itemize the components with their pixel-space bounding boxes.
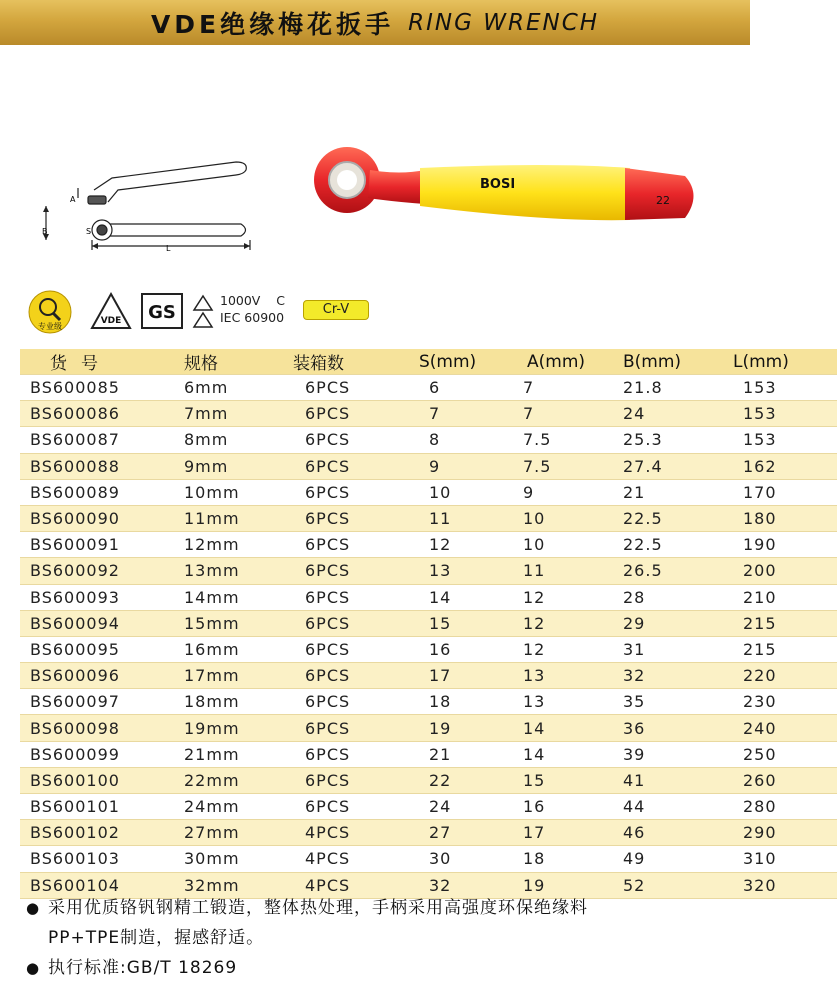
table-row bbox=[20, 820, 837, 846]
cell-b: 21.8 bbox=[611, 375, 717, 401]
cell-item: BS600092 bbox=[20, 558, 176, 584]
cell-s: 27 bbox=[401, 820, 509, 846]
cell-pack: 6PCS bbox=[293, 532, 401, 558]
dimension-s-label: S bbox=[86, 227, 92, 236]
cell-l: 153 bbox=[717, 401, 837, 427]
cell-a: 12 bbox=[509, 584, 611, 610]
cell-b: 36 bbox=[611, 715, 717, 741]
cell-l: 260 bbox=[717, 767, 837, 793]
cell-spec: 24mm bbox=[176, 794, 293, 820]
cell-a: 17 bbox=[509, 820, 611, 846]
cell-b: 22.5 bbox=[611, 505, 717, 531]
cell-spec: 15mm bbox=[176, 610, 293, 636]
cell-pack: 6PCS bbox=[293, 375, 401, 401]
cell-s: 32 bbox=[401, 872, 509, 898]
cell-a: 10 bbox=[509, 505, 611, 531]
gs-mark-text: GS bbox=[148, 302, 176, 323]
cell-l: 215 bbox=[717, 636, 837, 662]
cell-spec: 19mm bbox=[176, 715, 293, 741]
cell-s: 14 bbox=[401, 584, 509, 610]
table-row bbox=[20, 375, 837, 401]
cell-s: 8 bbox=[401, 427, 509, 453]
note-text: 执行标准:GB/T 18269 bbox=[48, 958, 238, 978]
cell-s: 17 bbox=[401, 663, 509, 689]
cell-a: 13 bbox=[509, 663, 611, 689]
note-continuation bbox=[26, 923, 746, 953]
cell-a: 12 bbox=[509, 610, 611, 636]
cell-pack: 6PCS bbox=[293, 636, 401, 662]
cell-s: 9 bbox=[401, 453, 509, 479]
table-row bbox=[20, 558, 837, 584]
cell-b: 28 bbox=[611, 584, 717, 610]
wrench-product-image bbox=[300, 140, 720, 240]
cell-s: 6 bbox=[401, 375, 509, 401]
cell-item: BS600093 bbox=[20, 584, 176, 610]
cell-l: 153 bbox=[717, 427, 837, 453]
cell-a: 10 bbox=[509, 532, 611, 558]
cell-s: 22 bbox=[401, 767, 509, 793]
standard-text bbox=[220, 292, 285, 326]
cell-pack: 6PCS bbox=[293, 427, 401, 453]
cell-b: 46 bbox=[611, 820, 717, 846]
cell-spec: 18mm bbox=[176, 689, 293, 715]
cell-b: 41 bbox=[611, 767, 717, 793]
cell-item: BS600089 bbox=[20, 479, 176, 505]
header-pack-qty: 装箱数 bbox=[293, 349, 401, 375]
spec-table bbox=[20, 349, 837, 899]
double-triangle-icon bbox=[192, 294, 214, 330]
cell-pack: 6PCS bbox=[293, 767, 401, 793]
cell-s: 10 bbox=[401, 479, 509, 505]
cell-pack: 6PCS bbox=[293, 453, 401, 479]
table-row bbox=[20, 584, 837, 610]
dimension-a-label: A bbox=[70, 195, 76, 204]
cell-pack: 6PCS bbox=[293, 505, 401, 531]
table-row bbox=[20, 715, 837, 741]
cell-pack: 6PCS bbox=[293, 610, 401, 636]
cell-a: 9 bbox=[509, 479, 611, 505]
cell-spec: 30mm bbox=[176, 846, 293, 872]
cell-pack: 6PCS bbox=[293, 584, 401, 610]
dimension-b-label: B bbox=[42, 227, 48, 236]
cell-s: 11 bbox=[401, 505, 509, 531]
cell-item: BS600104 bbox=[20, 872, 176, 898]
note-text: PP+TPE制造，握感舒适。 bbox=[48, 928, 265, 948]
header-b: B(mm) bbox=[611, 349, 717, 375]
cell-a: 11 bbox=[509, 558, 611, 584]
cell-b: 26.5 bbox=[611, 558, 717, 584]
header-s: S(mm) bbox=[401, 349, 509, 375]
title-english: RING WRENCH bbox=[408, 9, 600, 36]
cell-spec: 17mm bbox=[176, 663, 293, 689]
material-badge: Cr-V bbox=[303, 300, 369, 320]
class-rating: C bbox=[276, 293, 286, 308]
cell-a: 12 bbox=[509, 636, 611, 662]
cell-item: BS600095 bbox=[20, 636, 176, 662]
cell-l: 310 bbox=[717, 846, 837, 872]
table-row bbox=[20, 610, 837, 636]
cell-a: 15 bbox=[509, 767, 611, 793]
cell-s: 16 bbox=[401, 636, 509, 662]
cell-b: 31 bbox=[611, 636, 717, 662]
header-l: L(mm) bbox=[717, 349, 837, 375]
title-banner bbox=[0, 0, 750, 45]
table-row bbox=[20, 794, 837, 820]
table-row bbox=[20, 505, 837, 531]
table-row bbox=[20, 479, 837, 505]
dimension-l-label: L bbox=[166, 244, 171, 253]
table-row bbox=[20, 427, 837, 453]
bullet-icon: ● bbox=[26, 959, 40, 977]
cell-b: 29 bbox=[611, 610, 717, 636]
cell-item: BS600102 bbox=[20, 820, 176, 846]
cell-a: 13 bbox=[509, 689, 611, 715]
cell-item: BS600085 bbox=[20, 375, 176, 401]
cell-b: 49 bbox=[611, 846, 717, 872]
product-size-mark: 22 bbox=[656, 194, 670, 207]
cell-spec: 32mm bbox=[176, 872, 293, 898]
cell-l: 280 bbox=[717, 794, 837, 820]
bullet-icon: ● bbox=[26, 899, 40, 917]
cell-spec: 13mm bbox=[176, 558, 293, 584]
cell-s: 12 bbox=[401, 532, 509, 558]
table-row bbox=[20, 401, 837, 427]
vde-mark-text: VDE bbox=[100, 316, 122, 326]
cell-a: 19 bbox=[509, 872, 611, 898]
cell-item: BS600088 bbox=[20, 453, 176, 479]
professional-grade-text: 专业级 bbox=[38, 322, 62, 331]
cell-pack: 6PCS bbox=[293, 558, 401, 584]
cell-item: BS600087 bbox=[20, 427, 176, 453]
cell-spec: 11mm bbox=[176, 505, 293, 531]
cell-a: 7 bbox=[509, 401, 611, 427]
cell-a: 18 bbox=[509, 846, 611, 872]
cell-b: 39 bbox=[611, 741, 717, 767]
cell-spec: 27mm bbox=[176, 820, 293, 846]
cell-pack: 6PCS bbox=[293, 479, 401, 505]
table-row bbox=[20, 689, 837, 715]
cell-b: 21 bbox=[611, 479, 717, 505]
title-chinese: VDE绝缘梅花扳手 bbox=[150, 9, 395, 39]
cell-spec: 6mm bbox=[176, 375, 293, 401]
cell-pack: 6PCS bbox=[293, 401, 401, 427]
cell-b: 24 bbox=[611, 401, 717, 427]
cell-l: 240 bbox=[717, 715, 837, 741]
cell-b: 25.3 bbox=[611, 427, 717, 453]
wrench-dimension-diagram bbox=[36, 150, 266, 260]
cell-l: 180 bbox=[717, 505, 837, 531]
cell-l: 250 bbox=[717, 741, 837, 767]
cell-l: 320 bbox=[717, 872, 837, 898]
cell-s: 19 bbox=[401, 715, 509, 741]
cell-l: 210 bbox=[717, 584, 837, 610]
cell-pack: 6PCS bbox=[293, 794, 401, 820]
cell-b: 52 bbox=[611, 872, 717, 898]
cell-b: 35 bbox=[611, 689, 717, 715]
voltage-rating: 1000V bbox=[220, 293, 261, 308]
cell-a: 7.5 bbox=[509, 427, 611, 453]
cell-pack: 4PCS bbox=[293, 872, 401, 898]
header-spec: 规格 bbox=[176, 349, 293, 375]
cell-spec: 8mm bbox=[176, 427, 293, 453]
cell-b: 22.5 bbox=[611, 532, 717, 558]
table-row bbox=[20, 741, 837, 767]
cell-item: BS600090 bbox=[20, 505, 176, 531]
cell-item: BS600094 bbox=[20, 610, 176, 636]
note-item bbox=[26, 893, 746, 923]
cell-spec: 14mm bbox=[176, 584, 293, 610]
cell-l: 153 bbox=[717, 375, 837, 401]
cell-s: 18 bbox=[401, 689, 509, 715]
table-row bbox=[20, 636, 837, 662]
table-row bbox=[20, 846, 837, 872]
cell-b: 27.4 bbox=[611, 453, 717, 479]
cell-a: 14 bbox=[509, 715, 611, 741]
cell-item: BS600091 bbox=[20, 532, 176, 558]
cell-spec: 16mm bbox=[176, 636, 293, 662]
cell-item: BS600099 bbox=[20, 741, 176, 767]
cell-s: 21 bbox=[401, 741, 509, 767]
cell-pack: 6PCS bbox=[293, 741, 401, 767]
cell-l: 290 bbox=[717, 820, 837, 846]
cell-b: 44 bbox=[611, 794, 717, 820]
cell-pack: 4PCS bbox=[293, 846, 401, 872]
cell-spec: 9mm bbox=[176, 453, 293, 479]
cell-item: BS600101 bbox=[20, 794, 176, 820]
cell-l: 220 bbox=[717, 663, 837, 689]
cell-s: 7 bbox=[401, 401, 509, 427]
cell-pack: 4PCS bbox=[293, 820, 401, 846]
table-row bbox=[20, 663, 837, 689]
cell-spec: 22mm bbox=[176, 767, 293, 793]
table-header-row bbox=[20, 349, 837, 375]
cell-spec: 21mm bbox=[176, 741, 293, 767]
cell-s: 24 bbox=[401, 794, 509, 820]
iec-standard: IEC 60900 bbox=[220, 310, 285, 325]
cell-item: BS600103 bbox=[20, 846, 176, 872]
cell-s: 13 bbox=[401, 558, 509, 584]
table-row bbox=[20, 453, 837, 479]
note-text: 采用优质铬钒钢精工锻造，整体热处理，手柄采用高强度环保绝缘料 bbox=[48, 898, 588, 918]
table-row bbox=[20, 532, 837, 558]
table-body bbox=[20, 375, 837, 899]
product-notes bbox=[26, 893, 746, 983]
cell-l: 170 bbox=[717, 479, 837, 505]
cell-a: 14 bbox=[509, 741, 611, 767]
cell-spec: 10mm bbox=[176, 479, 293, 505]
cell-a: 7 bbox=[509, 375, 611, 401]
cell-a: 7.5 bbox=[509, 453, 611, 479]
note-item bbox=[26, 953, 746, 983]
cell-l: 200 bbox=[717, 558, 837, 584]
cell-l: 190 bbox=[717, 532, 837, 558]
cell-l: 215 bbox=[717, 610, 837, 636]
cell-pack: 6PCS bbox=[293, 689, 401, 715]
cell-pack: 6PCS bbox=[293, 715, 401, 741]
professional-grade-badge bbox=[22, 290, 78, 336]
cell-pack: 6PCS bbox=[293, 663, 401, 689]
cell-item: BS600098 bbox=[20, 715, 176, 741]
cell-spec: 7mm bbox=[176, 401, 293, 427]
header-a: A(mm) bbox=[509, 349, 611, 375]
cell-l: 230 bbox=[717, 689, 837, 715]
cell-s: 30 bbox=[401, 846, 509, 872]
cell-item: BS600097 bbox=[20, 689, 176, 715]
cell-item: BS600086 bbox=[20, 401, 176, 427]
header-item-number: 货号 bbox=[20, 349, 176, 375]
product-brand: BOSI bbox=[480, 177, 516, 192]
cell-s: 15 bbox=[401, 610, 509, 636]
cell-l: 162 bbox=[717, 453, 837, 479]
cell-spec: 12mm bbox=[176, 532, 293, 558]
table-row bbox=[20, 767, 837, 793]
cell-a: 16 bbox=[509, 794, 611, 820]
vde-mark-icon bbox=[90, 292, 132, 330]
cell-item: BS600100 bbox=[20, 767, 176, 793]
cell-b: 32 bbox=[611, 663, 717, 689]
cell-item: BS600096 bbox=[20, 663, 176, 689]
gs-mark-icon bbox=[140, 292, 184, 330]
